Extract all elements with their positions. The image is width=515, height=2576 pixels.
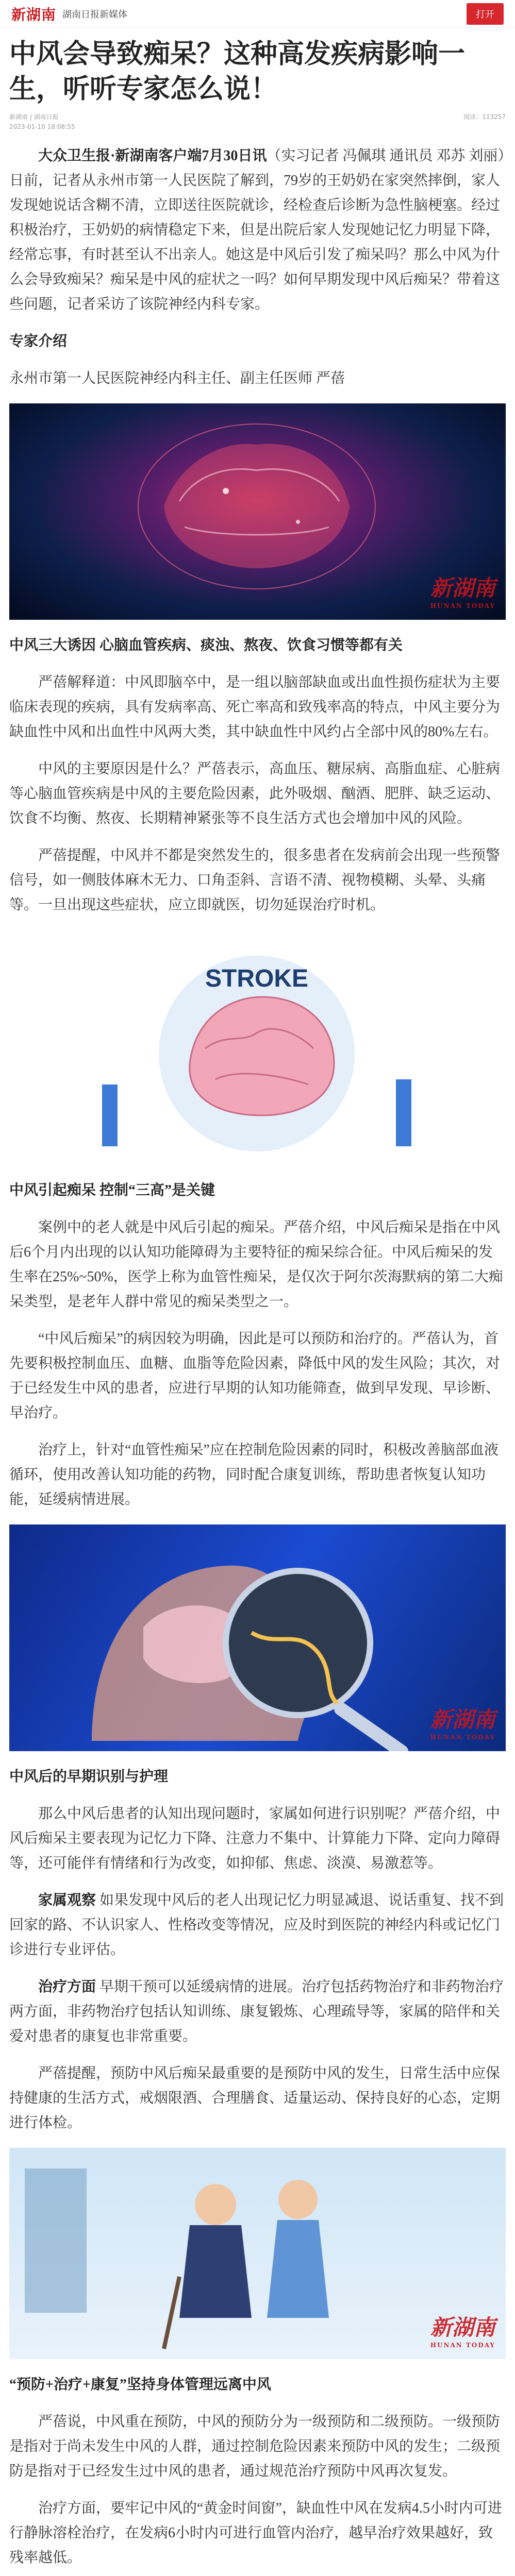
expert-label: 专家介绍 xyxy=(9,333,68,349)
section-title-2: 中风引起痴呆 控制“三高”是关键 xyxy=(9,1182,215,1198)
top-bar xyxy=(0,0,515,28)
paragraph: 严蓓说，中风重在预防，中风的预防分为一级预防和二级预防。一级预防是指对于尚未发生中风的人群，通过控制危险因素来预防中风的发生；二级预防是指对于已经发生过中风的患者，通过规范治疗预防中风再次复发。 xyxy=(9,2414,501,2479)
read-count: 阅读：113257 xyxy=(463,113,506,121)
section-title-1: 中风三大诱因 心脑血管疾病、痰浊、熬夜、饮食习惯等都有关 xyxy=(9,637,403,653)
stroke-drawing xyxy=(9,930,506,1165)
section-title-4: “预防+治疗+康复”坚持身体管理远离中风 xyxy=(9,2377,271,2393)
watermark xyxy=(430,2311,495,2349)
lead-prefix: 大众卫生报·新湖南客户端7月30日讯 xyxy=(38,148,267,164)
article-title: 中风会导致痴呆？这种高发疾病影响一生，听听专家怎么说！ xyxy=(9,40,466,104)
watermark-sub: HUNAN TODAY xyxy=(430,2342,495,2349)
paragraph: 治疗上，针对“血管性痴呆”应在控制危险因素的同时，积极改善脑部血液循环，使用改善认知功能的药物，同时配合康复训练，帮助患者恢复认知功能，延缓病情进展。 xyxy=(9,1442,499,1507)
paragraph: 那么中风后患者的认知出现问题时，家属如何进行识别呢？严蓓介绍，中风后痴呆主要表现为记忆力下降、注意力不集中、计算能力下降、定向力障碍等，还可能伴有情绪和行为改变，如抑郁、焦虑、淡漠、易激惹等。 xyxy=(9,1806,501,1871)
stroke-illustration xyxy=(9,930,506,1165)
paragraph: 严蓓提醒，中风并不都是突然发生的，很多患者在发病前会出现一些预警信号，如一侧肢体麻木无力、口角歪斜、言语不清、视物模糊、头晕、头痛等。一旦出现这些症状，应立即就医，切勿延误治疗时机。 xyxy=(9,848,501,913)
watermark xyxy=(430,1703,495,1741)
paragraph: “中风后痴呆”的病因较为明确，因此是可以预防和治疗的。严蓓认为，首先要积极控制血压、血糖、血脂等危险因素，降低中风的发生风险；其次，对于已经发生中风的患者，应进行早期的认知功能筛查，做到早发现、早诊断、早治疗。 xyxy=(9,1331,501,1421)
elderly-care-image xyxy=(9,2148,506,2359)
paragraph xyxy=(9,1975,506,2049)
paragraph xyxy=(9,1888,506,1962)
paragraph-text: 如果发现中风后的老人出现记忆力明显减退、说话重复、找不到回家的路、不认识家人、性格改变等情况，应及时到医院的神经内科或记忆门诊进行专业评估。 xyxy=(9,1892,504,1958)
watermark-sub: HUNAN TODAY xyxy=(430,602,495,609)
article-source: 新湖南 | 湖南日报 xyxy=(9,113,59,121)
stroke-heading: STROKE xyxy=(205,965,309,992)
open-app-button[interactable]: 打开 xyxy=(467,3,504,25)
paragraph: 中风的主要原因是什么？严蓓表示，高血压、糖尿病、高脂血症、心脏病等心脑血管疾病是中风的主要危险因素，此外吸烟、酗酒、肥胖、缺乏运动、饮食不均衡、熬夜、长期精神紧张等不良生活方式也会增加中风的风险。 xyxy=(9,761,501,826)
article xyxy=(0,37,515,2576)
sub-label: 家属观察 xyxy=(38,1892,96,1908)
article-meta xyxy=(9,112,506,121)
paragraph: 严蓓解释道：中风即脑卒中，是一组以脑部缺血或出血性损伤症状为主要临床表现的疾病，具有发病率高、死亡率高和致残率高的特点，中风主要分为缺血性中风和出血性中风两大类，其中缺血性中风约占全部中风的80%左右。 xyxy=(9,674,501,740)
sub-label: 治疗方面 xyxy=(38,1979,96,1995)
paragraph: 治疗方面，要牢记中风的“黄金时间窗”，缺血性中风在发病4.5小时内可进行静脉溶栓治疗，在发病6小时内可进行血管内治疗，越早治疗效果越好，致残率越低。 xyxy=(9,2500,502,2566)
brand xyxy=(11,4,127,24)
publish-date: 2023-01-10 18:08:55 xyxy=(9,123,75,130)
lead-paragraph xyxy=(9,144,506,317)
watermark-sub: HUNAN TODAY xyxy=(430,1734,495,1741)
app-logo[interactable]: 新湖南 xyxy=(11,6,57,23)
watermark-logo: 新湖南 xyxy=(430,2315,495,2340)
lead-text: （实习记者 冯佩琪 通讯员 邓苏 刘丽）日前，记者从永州市第一人民医院了解到，79岁的王奶奶在家突然摔倒，家人发现她说话含糊不清，立即送往医院就诊，经检查后诊断为急性脑梗塞。经过积极治疗，王奶奶的病情稳定下来，但是出院后家人发现她记忆力明显下降，经常忘事，有时甚至认不出亲人。她这是中风后引发了痴呆吗？那么中风为什么会导致痴呆？痴呆是中风的症状之一吗？如何早期发现中风后痴呆？带着这些问题，记者采访了该院神经内科专家。 xyxy=(9,148,505,312)
paragraph: 案例中的老人就是中风后引起的痴呆。严蓓介绍，中风后痴呆是指在中风后6个月内出现的以认知功能障碍为主要特征的痴呆综合征。中风后痴呆的发生率在25%~50%，医学上称为血管性痴呆，是仅次于阿尔茨海默病的第二大痴呆类型，是老年人群中常见的痴呆类型之一。 xyxy=(9,1219,503,1310)
expert-text: 永州市第一人民医院神经内科主任、副主任医师 严蓓 xyxy=(9,370,345,386)
brain-image xyxy=(9,403,506,620)
paragraph: 严蓓提醒，预防中风后痴呆最重要的是预防中风的发生，日常生活中应保持健康的生活方式，戒烟限酒、合理膳食、适量运动、保持良好的心态，定期进行体检。 xyxy=(9,2065,501,2131)
watermark-logo: 新湖南 xyxy=(430,1707,495,1732)
watermark xyxy=(430,571,495,609)
paragraph-text: 早期干预可以延缓病情的进展。治疗包括药物治疗和非药物治疗两方面，非药物治疗包括认知训练、康复锻炼、心理疏导等，家属的陪伴和关爱对患者的康复也非常重要。 xyxy=(9,1979,504,2044)
xray-image xyxy=(9,1524,506,1751)
app-tagline: 湖南日报新媒体 xyxy=(62,9,128,20)
watermark-logo: 新湖南 xyxy=(430,575,495,601)
section-title-3: 中风后的早期识别与护理 xyxy=(9,1769,169,1785)
